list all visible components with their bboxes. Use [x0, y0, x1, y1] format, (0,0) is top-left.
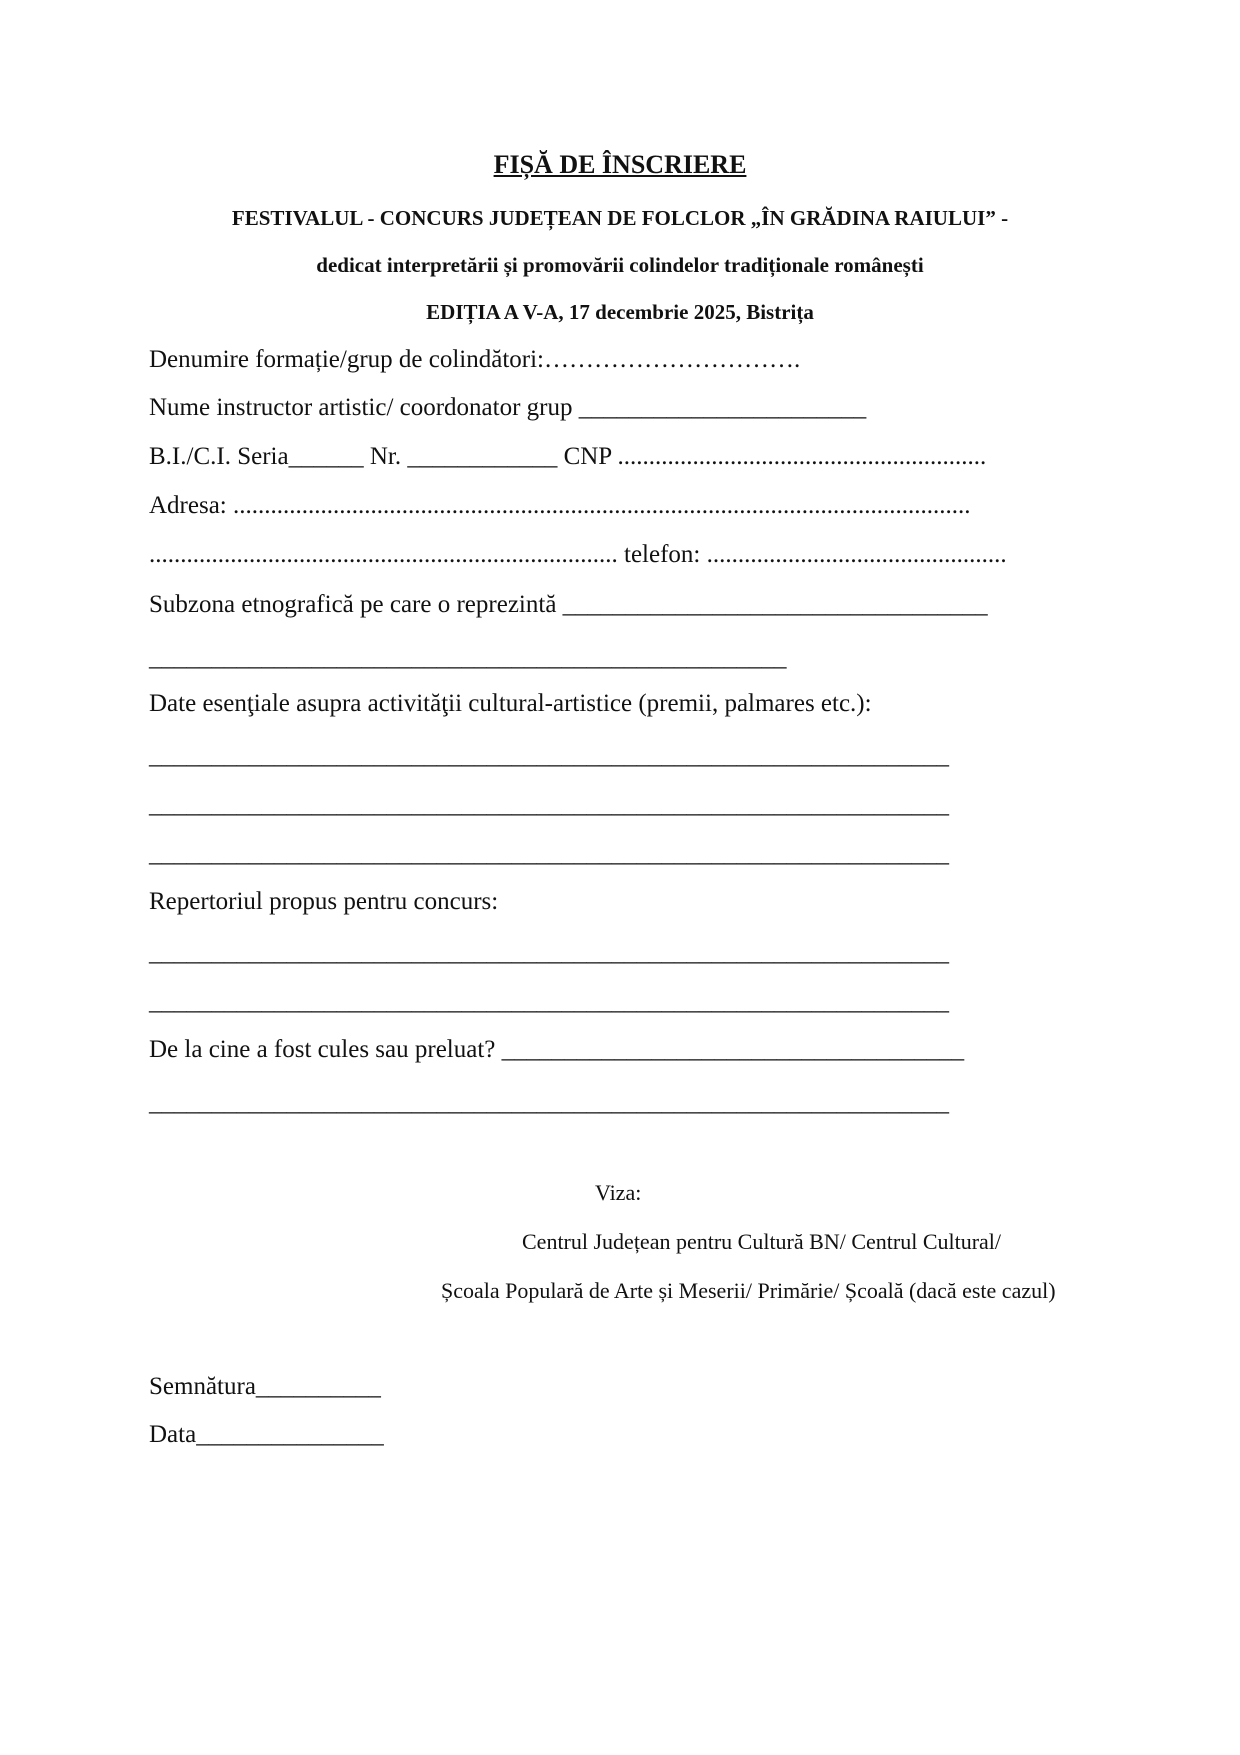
- signature-field[interactable]: Semnătura__________: [149, 1373, 381, 1400]
- id-card-field[interactable]: B.I./C.I. Seria______ Nr. ____________ CNP ...........................................................: [149, 443, 987, 470]
- activity-label: Date esenţiale asupra activităţii cultural-artistice (premii, palmares etc.):: [149, 690, 872, 717]
- activity-line[interactable]: ________________________________________________________________: [149, 791, 949, 818]
- source-line[interactable]: ________________________________________________________________: [149, 1089, 949, 1116]
- festival-dedication: dedicat interpretării și promovării colindelor tradiționale românești: [316, 253, 924, 277]
- source-field[interactable]: De la cine a fost cules sau preluat? _____________________________________: [149, 1036, 965, 1063]
- subzone-field[interactable]: Subzona etnografică pe care o reprezintă __________________________________: [149, 591, 988, 618]
- activity-line[interactable]: ________________________________________________________________: [149, 840, 949, 867]
- instructor-field[interactable]: Nume instructor artistic/ coordonator grup _______________________: [149, 394, 867, 421]
- approval-label: Viza:: [595, 1180, 642, 1205]
- approval-institutions: Centrul Județean pentru Cultură BN/ Centrul Cultural/: [522, 1229, 1002, 1254]
- group-name-field[interactable]: Denumire formație/grup de colindători:………………………….: [149, 346, 801, 373]
- activity-line[interactable]: ________________________________________________________________: [149, 742, 949, 769]
- repertoire-line[interactable]: ________________________________________________________________: [149, 988, 949, 1015]
- festival-edition: EDIȚIA A V-A, 17 decembrie 2025, Bistrița: [426, 300, 814, 324]
- subzone-field-continued[interactable]: ___________________________________________________: [149, 644, 787, 671]
- festival-name: FESTIVALUL - CONCURS JUDEȚEAN DE FOLCLOR „ÎN GRĂDINA RAIULUI” -: [231, 206, 1009, 230]
- phone-field[interactable]: ........................................................................... telefon: ................................................: [149, 541, 1007, 568]
- address-field[interactable]: Adresa: ......................................................................................................................: [149, 492, 971, 519]
- approval-institutions-continued: Școala Populară de Arte și Meserii/ Primărie/ Școală (dacă este cazul): [441, 1278, 1056, 1303]
- repertoire-label: Repertoriul propus pentru concurs:: [149, 888, 499, 915]
- date-field[interactable]: Data_______________: [149, 1421, 384, 1448]
- form-title: FIȘĂ DE ÎNSCRIERE: [493, 150, 747, 179]
- repertoire-line[interactable]: ________________________________________________________________: [149, 939, 949, 966]
